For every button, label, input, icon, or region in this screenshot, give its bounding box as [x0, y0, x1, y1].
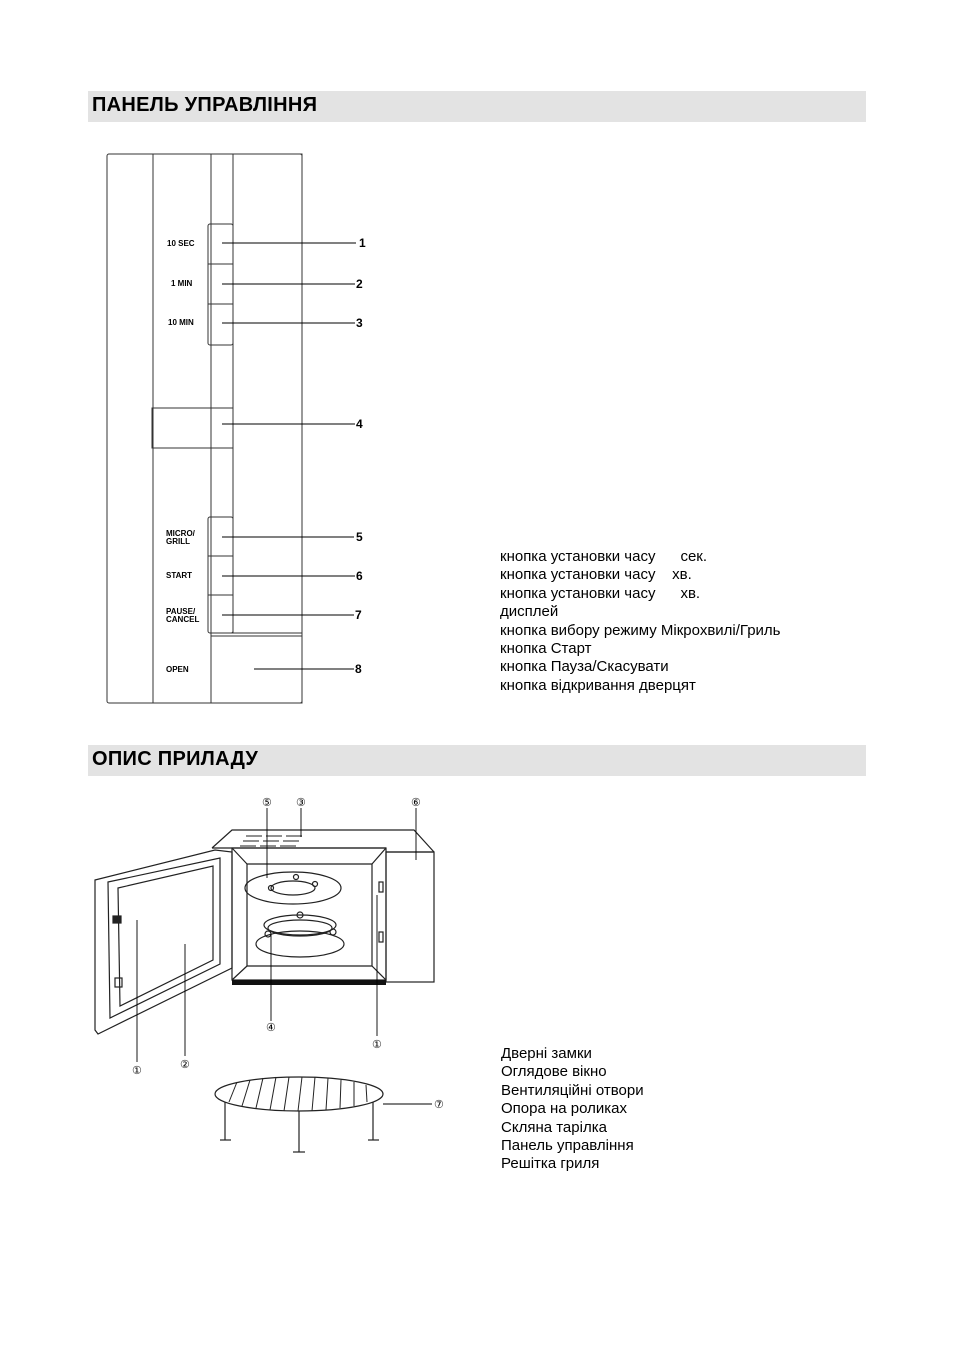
- control-panel-title: ПАНЕЛЬ УПРАВЛІННЯ: [92, 94, 318, 116]
- control-panel-side: [386, 852, 434, 982]
- callout-1-latch-left: ①: [132, 1065, 142, 1077]
- callout-8: 8: [355, 662, 362, 676]
- callout-1: 1: [359, 236, 366, 250]
- legend-item: кнопка Пауза/Скасувати: [500, 658, 669, 676]
- legend-item: Вентиляційні отвори: [501, 1081, 644, 1099]
- device-legend: [501, 1045, 644, 1174]
- legend-item: кнопка установки часу хв.: [500, 584, 701, 602]
- control-panel-header-bar: [88, 91, 866, 122]
- legend-item: Опора на роликах: [501, 1100, 627, 1118]
- legend-item: Панель управління: [501, 1137, 634, 1155]
- label-pause: PAUSE/: [166, 607, 196, 616]
- device-description-header-bar: [88, 745, 866, 776]
- callout-1-latch-right: ①: [372, 1039, 382, 1051]
- panel-inner-frame: [233, 154, 302, 633]
- panel-outline: [107, 154, 302, 703]
- legend-item: кнопка вибору режиму Мікрохвилі/Гриль: [500, 621, 781, 639]
- legend-item: Оглядове вікно: [501, 1063, 607, 1081]
- device-description-title: ОПИС ПРИЛАДУ: [92, 748, 259, 770]
- legend-item: кнопка установки часу сек.: [500, 548, 708, 565]
- callout-5: 5: [356, 530, 363, 544]
- display: [152, 408, 233, 448]
- legend-item: дисплей: [500, 603, 559, 621]
- legend-item: Решітка гриля: [501, 1155, 600, 1173]
- label-micro: MICRO/: [166, 529, 195, 538]
- cabinet-base: [232, 980, 386, 985]
- microwave-diagram: [0, 780, 460, 1160]
- label-10-min: 10 MIN: [168, 318, 194, 327]
- callout-4: 4: [356, 417, 363, 431]
- label-open: OPEN: [166, 665, 189, 674]
- label-cancel: CANCEL: [166, 615, 200, 624]
- callout-2: 2: [356, 277, 363, 291]
- callout-6-panel: ⑥: [411, 797, 421, 809]
- legend-item: Дверні замки: [501, 1045, 592, 1062]
- label-10-sec: 10 SEC: [167, 239, 195, 248]
- control-panel-diagram: [0, 140, 400, 710]
- label-grill: GRILL: [166, 537, 190, 546]
- legend-item: Скляна тарілка: [501, 1118, 607, 1136]
- callout-7-rack: ⑦: [434, 1099, 444, 1111]
- callout-3-vents: ③: [296, 797, 306, 809]
- callout-4-roller: ④: [266, 1022, 276, 1034]
- control-panel-legend: [500, 548, 781, 695]
- legend-item: кнопка Старт: [500, 640, 592, 658]
- legend-item: кнопка установки часу хв.: [500, 566, 692, 584]
- callout-5-grill-plate: ⑤: [262, 797, 272, 809]
- callout-2-window: ②: [180, 1059, 190, 1071]
- callout-7: 7: [355, 608, 362, 622]
- callout-3: 3: [356, 316, 363, 330]
- label-1-min: 1 MIN: [171, 279, 193, 288]
- bottom-button-group: [208, 517, 233, 633]
- legend-item: кнопка відкривання дверцят: [500, 676, 696, 694]
- label-start: START: [166, 571, 193, 580]
- callout-6: 6: [356, 569, 363, 583]
